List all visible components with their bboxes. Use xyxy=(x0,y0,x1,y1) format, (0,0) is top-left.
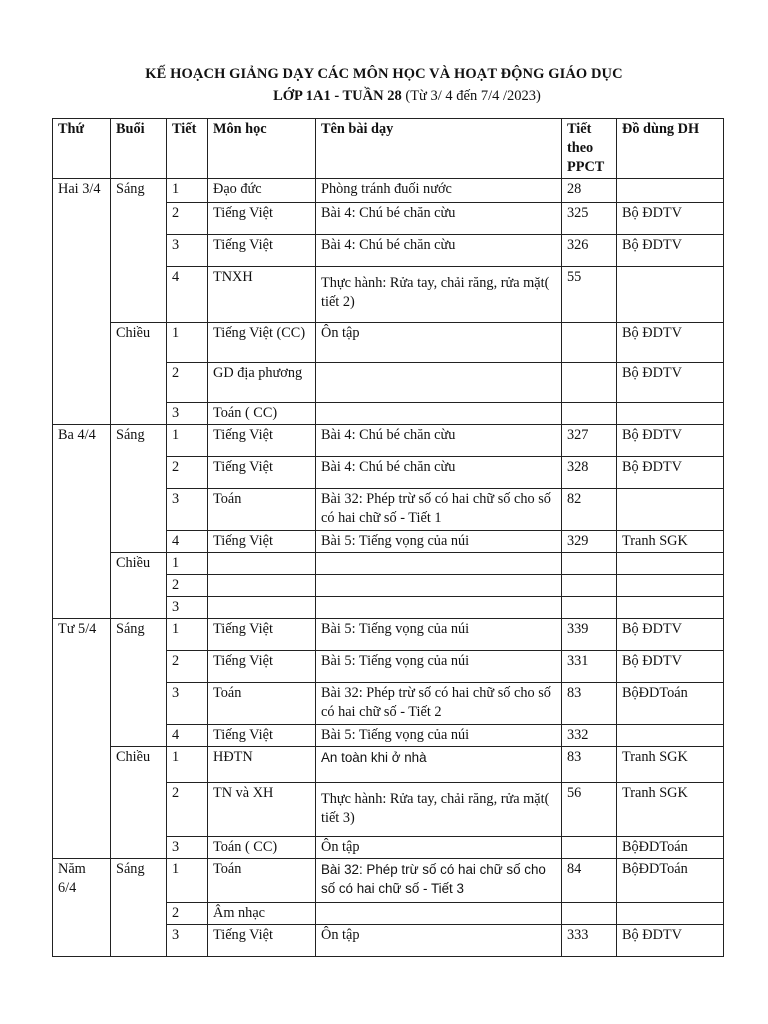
ppct-cell xyxy=(562,403,617,425)
session-cell: Sáng xyxy=(111,425,167,553)
subject-cell: Tiếng Việt xyxy=(208,619,316,651)
lesson-title-cell: Ôn tập xyxy=(316,837,562,859)
subject-cell: Toán xyxy=(208,489,316,531)
ppct-cell: 327 xyxy=(562,425,617,457)
lesson-title-cell: Bài 4: Chú bé chăn cừu xyxy=(316,235,562,267)
materials-cell: Bộ ĐDTV xyxy=(617,425,724,457)
subject-cell: Tiếng Việt xyxy=(208,925,316,957)
lesson-plan-table xyxy=(52,118,724,957)
period-cell: 3 xyxy=(167,683,208,725)
subject-cell xyxy=(208,553,316,575)
period-cell: 2 xyxy=(167,457,208,489)
lesson-title-cell: Bài 5: Tiếng vọng của núi xyxy=(316,531,562,553)
ppct-cell: 56 xyxy=(562,783,617,837)
materials-cell: Bộ ĐDTV xyxy=(617,619,724,651)
materials-cell: Bộ ĐDTV xyxy=(617,323,724,363)
materials-cell xyxy=(617,179,724,203)
subject-cell: Tiếng Việt xyxy=(208,203,316,235)
materials-cell xyxy=(617,553,724,575)
materials-cell xyxy=(617,575,724,597)
period-cell: 4 xyxy=(167,267,208,323)
day-cell: Năm 6/4 xyxy=(53,859,111,957)
materials-cell: BộĐDToán xyxy=(617,837,724,859)
day-cell: Tư 5/4 xyxy=(53,619,111,859)
subject-cell: Toán xyxy=(208,859,316,903)
subject-cell: HĐTN xyxy=(208,747,316,783)
ppct-cell: 82 xyxy=(562,489,617,531)
lesson-title-cell: Bài 4: Chú bé chăn cừu xyxy=(316,425,562,457)
lesson-title-cell: Bài 5: Tiếng vọng của núi xyxy=(316,725,562,747)
period-cell: 1 xyxy=(167,747,208,783)
header-tiet: Tiết xyxy=(167,119,208,179)
ppct-cell xyxy=(562,323,617,363)
lesson-title-cell: Bài 5: Tiếng vọng của núi xyxy=(316,651,562,683)
lesson-title-cell: Thực hành: Rửa tay, chải răng, rửa mặt( tiết 2) xyxy=(316,267,562,323)
ppct-cell xyxy=(562,837,617,859)
day-cell: Hai 3/4 xyxy=(53,179,111,425)
subject-cell: Toán ( CC) xyxy=(208,837,316,859)
ppct-cell: 326 xyxy=(562,235,617,267)
period-cell: 2 xyxy=(167,903,208,925)
subject-cell: TN và XH xyxy=(208,783,316,837)
materials-cell: Tranh SGK xyxy=(617,747,724,783)
day-cell: Ba 4/4 xyxy=(53,425,111,619)
ppct-cell: 332 xyxy=(562,725,617,747)
table-row xyxy=(53,553,724,575)
subject-cell xyxy=(208,575,316,597)
lesson-title-cell: Bài 4: Chú bé chăn cừu xyxy=(316,457,562,489)
subject-cell: Tiếng Việt xyxy=(208,235,316,267)
materials-cell xyxy=(617,725,724,747)
ppct-cell: 328 xyxy=(562,457,617,489)
lesson-title-cell: Ôn tập xyxy=(316,925,562,957)
lesson-title-cell xyxy=(316,403,562,425)
lesson-title-cell xyxy=(316,363,562,403)
ppct-cell: 331 xyxy=(562,651,617,683)
materials-cell: Bộ ĐDTV xyxy=(617,651,724,683)
materials-cell xyxy=(617,267,724,323)
lesson-title-cell xyxy=(316,597,562,619)
table-row xyxy=(53,425,724,457)
materials-cell: Bộ ĐDTV xyxy=(617,235,724,267)
materials-cell xyxy=(617,597,724,619)
materials-cell xyxy=(617,489,724,531)
period-cell: 2 xyxy=(167,575,208,597)
ppct-cell: 55 xyxy=(562,267,617,323)
session-cell: Chiều xyxy=(111,747,167,859)
period-cell: 3 xyxy=(167,597,208,619)
lesson-title-cell xyxy=(316,553,562,575)
subject-cell: Toán xyxy=(208,683,316,725)
subject-cell: Tiếng Việt xyxy=(208,531,316,553)
lesson-title-cell: Thực hành: Rửa tay, chải răng, rửa mặt( tiết 3) xyxy=(316,783,562,837)
ppct-cell xyxy=(562,903,617,925)
lesson-title-cell: Ôn tập xyxy=(316,323,562,363)
period-cell: 2 xyxy=(167,651,208,683)
period-cell: 1 xyxy=(167,553,208,575)
ppct-cell: 84 xyxy=(562,859,617,903)
period-cell: 1 xyxy=(167,425,208,457)
subject-cell: Tiếng Việt xyxy=(208,725,316,747)
ppct-cell: 28 xyxy=(562,179,617,203)
materials-cell: BộĐDToán xyxy=(617,683,724,725)
materials-cell xyxy=(617,403,724,425)
materials-cell: BộĐDToán xyxy=(617,859,724,903)
table-row xyxy=(53,323,724,363)
ppct-cell: 329 xyxy=(562,531,617,553)
table-row xyxy=(53,619,724,651)
session-cell: Sáng xyxy=(111,859,167,957)
lesson-title-cell: Phòng tránh đuối nước xyxy=(316,179,562,203)
period-cell: 2 xyxy=(167,203,208,235)
header-mon: Môn học xyxy=(208,119,316,179)
period-cell: 3 xyxy=(167,235,208,267)
period-cell: 3 xyxy=(167,489,208,531)
materials-cell: Tranh SGK xyxy=(617,783,724,837)
ppct-cell: 83 xyxy=(562,747,617,783)
period-cell: 1 xyxy=(167,859,208,903)
subject-cell: Toán ( CC) xyxy=(208,403,316,425)
period-cell: 2 xyxy=(167,783,208,837)
subject-cell: TNXH xyxy=(208,267,316,323)
ppct-cell xyxy=(562,597,617,619)
session-cell: Chiều xyxy=(111,323,167,425)
period-cell: 3 xyxy=(167,925,208,957)
subject-cell: Tiếng Việt xyxy=(208,457,316,489)
table-row xyxy=(53,747,724,783)
document-title: KẾ HOẠCH GIẢNG DẠY CÁC MÔN HỌC VÀ HOẠT ĐỘNG GIÁO DỤC xyxy=(145,66,623,82)
materials-cell: Bộ ĐDTV xyxy=(617,457,724,489)
lesson-title-cell xyxy=(316,575,562,597)
session-cell: Sáng xyxy=(111,619,167,747)
lesson-title-cell: Bài 5: Tiếng vọng của núi xyxy=(316,619,562,651)
ppct-cell: 325 xyxy=(562,203,617,235)
session-cell: Chiều xyxy=(111,553,167,619)
period-cell: 2 xyxy=(167,363,208,403)
ppct-cell xyxy=(562,553,617,575)
ppct-cell: 333 xyxy=(562,925,617,957)
materials-cell: Tranh SGK xyxy=(617,531,724,553)
table-row xyxy=(53,859,724,903)
table-row xyxy=(53,179,724,203)
header-ppct: Tiết theo PPCT xyxy=(562,119,617,179)
header-ten: Tên bài dạy xyxy=(316,119,562,179)
period-cell: 1 xyxy=(167,619,208,651)
period-cell: 3 xyxy=(167,837,208,859)
materials-cell xyxy=(617,903,724,925)
ppct-cell xyxy=(562,363,617,403)
header-row xyxy=(53,119,724,179)
period-cell: 3 xyxy=(167,403,208,425)
header-buoi: Buổi xyxy=(111,119,167,179)
session-cell: Sáng xyxy=(111,179,167,323)
ppct-cell: 339 xyxy=(562,619,617,651)
lesson-title-cell: Bài 32: Phép trừ số có hai chữ số cho số có hai chữ số - Tiết 2 xyxy=(316,683,562,725)
period-cell: 1 xyxy=(167,179,208,203)
header-dodung: Đồ dùng DH xyxy=(617,119,724,179)
materials-cell: Bộ ĐDTV xyxy=(617,363,724,403)
materials-cell: Bộ ĐDTV xyxy=(617,203,724,235)
date-range: (Từ 3/ 4 đến 7/4 /2023) xyxy=(401,88,541,104)
lesson-title-cell: Bài 4: Chú bé chăn cừu xyxy=(316,203,562,235)
document-subtitle xyxy=(0,88,768,105)
subject-cell: Đạo đức xyxy=(208,179,316,203)
ppct-cell xyxy=(562,575,617,597)
lesson-title-cell: Bài 32: Phép trừ số có hai chữ số cho số có hai chữ số - Tiết 3 xyxy=(316,859,562,903)
lesson-title-cell xyxy=(316,903,562,925)
subject-cell: Âm nhạc xyxy=(208,903,316,925)
lesson-title-cell: An toàn khi ở nhà xyxy=(316,747,562,783)
period-cell: 4 xyxy=(167,725,208,747)
subject-cell: Tiếng Việt xyxy=(208,425,316,457)
period-cell: 1 xyxy=(167,323,208,363)
header-thu: Thứ xyxy=(53,119,111,179)
subject-cell: GD địa phương xyxy=(208,363,316,403)
lesson-title-cell: Bài 32: Phép trừ số có hai chữ số cho số có hai chữ số - Tiết 1 xyxy=(316,489,562,531)
class-week-label: LỚP 1A1 - TUẦN 28 xyxy=(273,88,402,104)
subject-cell: Tiếng Việt xyxy=(208,651,316,683)
period-cell: 4 xyxy=(167,531,208,553)
ppct-cell: 83 xyxy=(562,683,617,725)
subject-cell: Tiếng Việt (CC) xyxy=(208,323,316,363)
subject-cell xyxy=(208,597,316,619)
materials-cell: Bộ ĐDTV xyxy=(617,925,724,957)
